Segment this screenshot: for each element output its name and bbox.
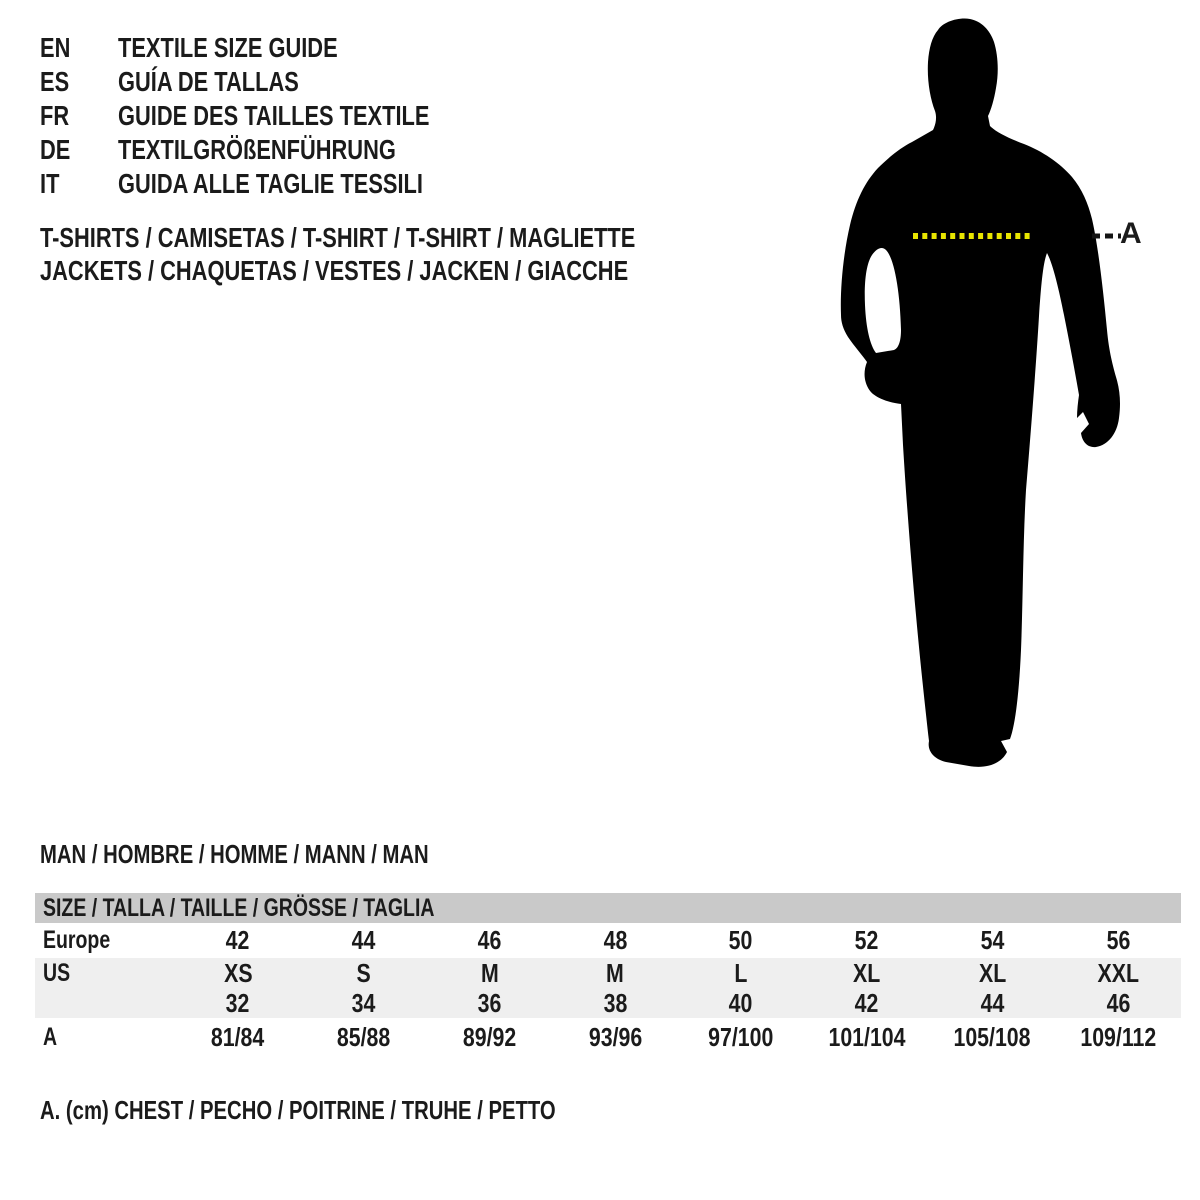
language-code: FR xyxy=(40,100,70,131)
table-row-us xyxy=(35,958,1181,988)
table-cell: 32 xyxy=(226,988,250,1018)
row-label: Europe xyxy=(43,926,111,954)
table-row-europe xyxy=(35,923,1181,958)
table-cell: 44 xyxy=(980,988,1005,1018)
language-row xyxy=(40,31,517,65)
language-label: TEXTILGRÖßENFÜHRUNG xyxy=(118,134,396,165)
language-label: GUIDA ALLE TAGLIE TESSILI xyxy=(118,168,423,199)
table-cell: 105/108 xyxy=(953,1021,1031,1052)
measure-footnote-text: A. (cm) CHEST / PECHO / POITRINE / TRUHE / PETTO xyxy=(40,1095,556,1125)
table-cell: M xyxy=(606,958,625,988)
table-cell: 56 xyxy=(1106,925,1130,955)
language-label: TEXTILE SIZE GUIDE xyxy=(118,32,338,63)
measure-label-A: A xyxy=(1120,217,1142,250)
table-cell: 46 xyxy=(477,925,502,955)
table-cell: XS xyxy=(223,958,253,988)
language-code: IT xyxy=(40,168,60,199)
table-cell: 38 xyxy=(603,988,627,1018)
table-cell: 36 xyxy=(477,988,502,1018)
table-cell: 85/88 xyxy=(336,1021,391,1052)
row-label: A xyxy=(43,1022,58,1051)
language-code: EN xyxy=(40,32,71,63)
table-row-chest xyxy=(35,1018,1181,1056)
silhouette-shape xyxy=(841,19,1120,767)
table-cell: XL xyxy=(978,958,1006,988)
table-cell: 46 xyxy=(1106,988,1130,1018)
row-label: US xyxy=(43,959,71,987)
table-cell: XXL xyxy=(1097,958,1139,988)
table-cell: 101/104 xyxy=(828,1021,906,1052)
table-cell: 34 xyxy=(351,988,376,1018)
language-row xyxy=(40,99,517,133)
product-types xyxy=(40,221,803,287)
language-row xyxy=(40,167,517,201)
size-table-header-text: SIZE / TALLA / TAILLE / GRÖSSE / TAGLIA xyxy=(43,893,435,922)
language-row xyxy=(40,65,517,99)
table-cell: 109/112 xyxy=(1080,1021,1157,1052)
measure-footnote xyxy=(40,1097,701,1123)
product-line: JACKETS / CHAQUETAS / VESTES / JACKEN / GIACCHE xyxy=(40,255,629,286)
table-cell: 50 xyxy=(729,925,753,955)
language-code: ES xyxy=(40,66,70,97)
table-cell: 40 xyxy=(729,988,753,1018)
table-cell: XL xyxy=(852,958,881,988)
table-cell: 89/92 xyxy=(462,1021,517,1052)
table-row-numeric xyxy=(35,988,1181,1018)
table-cell: 42 xyxy=(854,988,879,1018)
table-cell: 93/96 xyxy=(588,1021,642,1052)
table-cell: 81/84 xyxy=(211,1021,265,1052)
size-table xyxy=(35,893,1181,1056)
table-cell: 54 xyxy=(980,925,1005,955)
language-code: DE xyxy=(40,134,71,165)
language-label: GUÍA DE TALLAS xyxy=(118,66,299,97)
table-cell: 44 xyxy=(351,925,376,955)
product-line: T-SHIRTS / CAMISETAS / T-SHIRT / T-SHIRT / MAGLIETTE xyxy=(40,222,636,253)
table-cell: 42 xyxy=(226,925,250,955)
section-title xyxy=(40,841,538,867)
language-label: GUIDE DES TAILLES TEXTILE xyxy=(118,100,430,131)
table-cell: M xyxy=(480,958,499,988)
table-cell: 48 xyxy=(603,925,627,955)
man-silhouette xyxy=(820,0,1160,800)
table-cell: 52 xyxy=(854,925,879,955)
table-cell: L xyxy=(734,958,748,988)
table-cell: S xyxy=(356,958,371,988)
language-row xyxy=(40,133,517,167)
table-cell: 97/100 xyxy=(708,1021,774,1052)
language-guide xyxy=(40,31,517,201)
section-title-text: MAN / HOMBRE / HOMME / MANN / MAN xyxy=(40,839,429,869)
size-table-header xyxy=(35,893,1181,923)
